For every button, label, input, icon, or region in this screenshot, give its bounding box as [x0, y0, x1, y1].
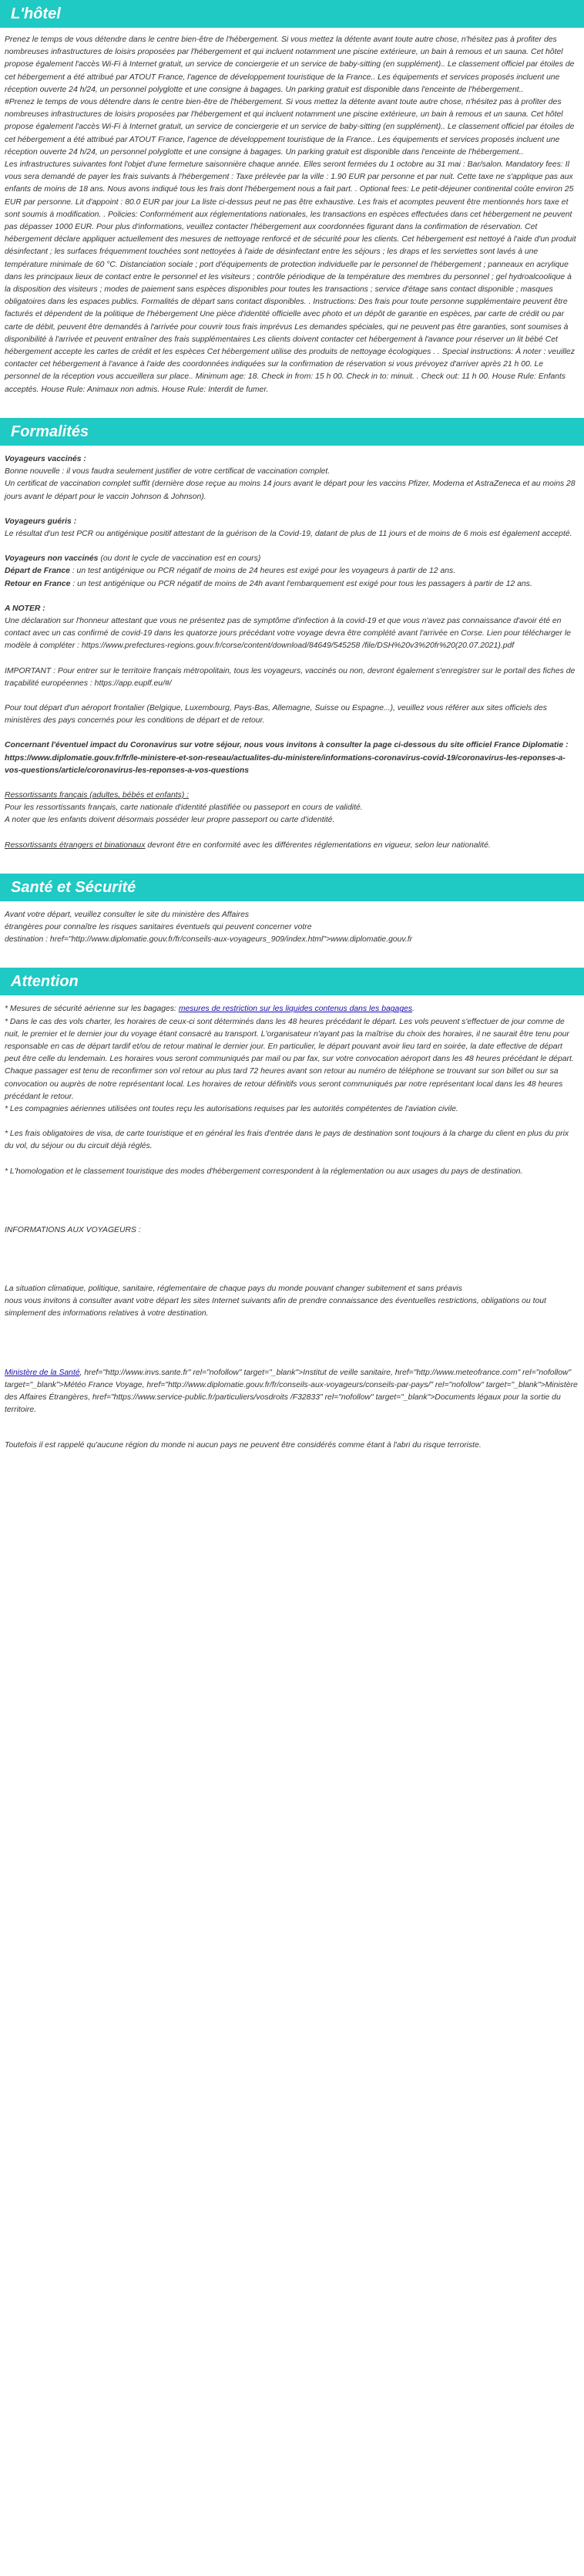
vaccinated-text-1: Bonne nouvelle : il vous faudra seulement justifier de votre certificat de vaccination complet.: [5, 467, 331, 476]
attention-content: [0, 1000, 584, 1460]
useful-links-line: [5, 1367, 579, 1417]
hotel-title: L'hôtel: [0, 0, 584, 28]
return-line: [5, 578, 579, 591]
foreign-nationals-text: devront être en conformité avec les différentes réglementations en vigueur, selon leur nationalité.: [145, 840, 491, 850]
attention-title: Attention: [0, 968, 584, 995]
traveler-info-heading: INFORMATIONS AUX VOYAGEURS :: [5, 1225, 141, 1234]
sante-line-2: étrangères pour connaître les risques sanitaires éventuels qui peuvent concerner votre: [5, 922, 312, 931]
foreign-nationals-heading: Ressortissants étrangers et binationaux: [5, 840, 146, 850]
note-heading: A NOTER :: [5, 604, 45, 613]
important-text: IMPORTANT : Pour entrer sur le territoire français métropolitain, tous les voyageurs, vaccinés ou non, devront également s'enregistrer sur le portail des fiches de traçabilité européennes : https://app.euplf.eu/#/: [5, 666, 576, 688]
hotel-content: [0, 32, 584, 404]
vaccinated-heading: Voyageurs vaccinés :: [5, 454, 86, 463]
departure-label: Départ de France: [5, 567, 70, 576]
sante-content: [0, 906, 584, 955]
hotel-section: [0, 0, 584, 404]
departure-line: [5, 565, 579, 577]
baggage-security-suffix: .: [412, 1005, 415, 1014]
unvaccinated-heading: Voyageurs non vaccinés: [5, 554, 99, 564]
useful-links-text: , href="http://www.invs.sante.fr" rel="nofollow" target="_blank">Institut de veille sanitaire, href="http://www.meteofrance.com" rel="nofollow" target="_blank">Météo France Voyage, href="http://www.diplomatie.gouv.fr/fr/conseils-aux-voyageurs/conseils-par-pays/" rel="nofollow" target="_blank">Ministère des Affaires Étrangères, href="https://www.service-public.fr/particuliers/vosdroits /F32833" rel="nofollow" target="_blank">Documents légaux pour la sortie du territoire.: [5, 1368, 578, 1415]
baggage-security-prefix: * Mesures de sécurité aérienne sur les bagages:: [5, 1005, 179, 1014]
airlines-text: * Les compagnies aériennes utilisées ont toutes reçu les autorisations requises par les autorités compétentes de l'aviation civile.: [5, 1105, 458, 1113]
situation-text-1: La situation climatique, politique, sanitaire, réglementaire de chaque pays du monde pouvant changer subitement et sans préavis: [5, 1285, 462, 1294]
departure-text: : un test antigénique ou PCR négatif de moins de 24 heures est exigé pour les voyageurs à partir de 12 ans.: [69, 567, 456, 576]
recovered-heading: Voyageurs guéris :: [5, 517, 77, 526]
return-label: Retour en France: [5, 579, 71, 588]
french-nationals-text-1: Pour les ressortissants français, carte nationale d'identité plastifiée ou passeport en cours de validité.: [5, 803, 363, 813]
return-text: : un test antigénique ou PCR négatif de moins de 24h avant l'embarquement est exigé pour tous les passagers à partir de 12 ans.: [70, 579, 532, 588]
hotel-description-repeat: #Prenez le temps de vous détendre dans le centre bien-être de l'hébergement. Si vous mettez la détente avant toute autre chose, n'hésitez pas à profiter des nombreuses infrastructures de loisirs proposées par l'hébergement et qui incluent notamment une piscine extérieure, un bain à remous et un sauna. Cet hôtel propose également l'accès Wi-Fi à Internet gratuit, un service de conciergerie et un service de baby-sitting (en supplément).. Le classement officiel par étoiles de cet hébergement a été attribué par ATOUT France, l'agence de développement touristique de la France.. Les équipements et services proposés incluent une réception ouverte 24 h/24, un personnel polyglotte et une consigne à bagages. Un parking gratuit est disponible dans l'enceinte de l'hébergement..: [5, 98, 575, 157]
french-nationals-text-2: A noter que les enfants doivent désormais posséder leur propre passeport ou carte d'identité.: [5, 816, 335, 825]
liquids-restriction-link[interactable]: mesures de restriction sur les liquides contenus dans les bagages: [178, 1005, 413, 1014]
sante-title: Santé et Sécurité: [0, 874, 584, 901]
foreign-nationals-line: [5, 840, 579, 852]
recovered-text: Le résultat d'un test PCR ou antigénique positif attestant de la guérison de la Covid-19, datant de plus de 11 jours et de moins de 6 mois est également accepté.: [5, 529, 572, 538]
sante-line-1: Avant votre départ, veuillez consulter le site du ministère des Affaires: [5, 910, 250, 919]
sante-line-3: destination : href="http://www.diplomatie.gouv.fr/fr/conseils-aux-voyageurs_909/index.html">www.diplomatie.gouv.fr: [5, 935, 413, 945]
hotel-description: Prenez le temps de vous détendre dans le centre bien-être de l'hébergement. Si vous mettez la détente avant toute autre chose, n'hésitez pas à profiter des nombreuses infrastructures de loisirs proposées par l'hébergement et qui incluent notamment une piscine extérieure, un bain à remous et un sauna. Cet hôtel propose également l'accès Wi-Fi à Internet gratuit, un service de conciergerie et un service de baby-sitting (en supplément).. Le classement officiel par étoiles de cet hébergement a été attribué par ATOUT France, l'agence de développement touristique de la France.. Les équipements et services proposés incluent une réception ouverte 24 h/24, un personnel polyglotte et une consigne à bagages. Un parking gratuit est disponible dans l'enceinte de l'hébergement..: [5, 35, 575, 94]
attention-section: [0, 968, 584, 1460]
formalites-content: [0, 450, 584, 860]
terrorism-risk-text: Toutefois il est rappelé qu'aucune région du monde ni aucun pays ne peuvent être considérés comme étant à l'abri du risque terroriste.: [5, 1441, 482, 1450]
border-airport-text: Pour tout départ d'un aéroport frontalier (Belgique, Luxembourg, Pays-Bas, Allemagne, Suisse ou Espagne...), veuillez vous référer aux sites officiels des ministères des pays concernés pour les conditions de départ et de retour.: [5, 703, 547, 726]
hotel-policies: Les infrastructures suivantes font l'objet d'une fermeture saisonnière chaque année. Elles seront fermées du 1 octobre au 31 mai : Bar/salon. Mandatory fees: Il vous sera demandé de payer les frais suivants à l'hébergement : Taxe prélevée par la ville : 1.90 EUR par personne et par nuit. Cette taxe ne s'applique pas aux enfants de moins de 18 ans. Nous avons indiqué tous les frais dont l'hébergement nous a fait part. . Optional fees: Le petit-déjeuner continental coûte environ 25 EUR par personne. Lit d'appoint : 80.0 EUR par jour La liste ci-dessus peut ne pas être exhaustive. Les frais et acomptes peuvent être mentionnés hors taxe et sont soumis à modification. . Policies: Conformément aux réglementations nationales, les transactions en espèces effectuées dans cet hébergement ne peuvent pas dépasser 1000 EUR. Pour plus d'informations, veuillez contacter l'hébergement aux coordonnées figurant dans la confirmation de réservation. Cet hébergement déclare appliquer actuellement des mesures de nettoyage renforcé et de sécurité pour les clients. Cet hébergement est nettoyé à l'aide d'un produit désinfectant ; les surfaces fréquemment touchées sont nettoyées à l'aide de désinfectant entre les séjours ; les draps et les serviettes sont lavés à une température minimale de 60 °C. Distanciation sociale ; port d'équipements de protection individuelle par le personnel de l'hébergement ; panneaux en acrylique dans les principaux lieux de contact entre le personnel et les visiteurs ; contrôle périodique de la température des membres du personnel ; gel hydroalcoolique à la disposition des visiteurs ; modes de paiement sans espèces disponibles pour toutes les transactions ; service d'étage sans contact disponible ; masques obligatoires dans les espaces publics. Formalités de départ sans contact disponibles. . Instructions: Des frais pour toute personne supplémentaire peuvent être facturés et dépendent de la politique de l'hébergement Une pièce d'identité officielle avec photo et un dépôt de garantie en espèces, par carte de crédit ou par carte de débit, peuvent être demandés à l'arrivée pour couvrir tous frais imprévus Les demandes spéciales, qui ne peuvent pas être garanties, sont soumises à disponibilité à l'arrivée et peuvent entraîner des frais supplémentaires Les clients doivent contacter cet hébergement à l'avance pour réserver un lit bébé Cet hébergement accepte les cartes de crédit et les espèces Cet hébergement utilise des produits de nettoyage écologiques . . Special instructions: À noter : veuillez contacter cet hébergement à l'avance à l'aide des coordonnées indiquées sur la confirmation de réservation si vous prévoyez d'arriver après 21 h 00. Le personnel de la réception vous accueillera sur place.. Minimum age: 18. Check in from: 15 h 00. Check in to: minuit. . Check out: 11 h 00. House Rule: Enfants acceptés. House Rule: Animaux non admis. House Rule: Interdit de fumer.: [5, 160, 576, 394]
health-ministry-link[interactable]: Ministère de la Santé: [5, 1368, 80, 1377]
note-text: Une déclaration sur l'honneur attestant que vous ne présentez pas de symptôme d'infection à la covid-19 et que vous n'avez pas connaissance d'avoir été en contact avec un cas confirmé de covid-19 dans les quatorze jours précédant votre voyage devra être complété avant l'arrivée en Corse. Lien pour télécharger le modèle à compléter : https://www.prefectures-regions.gouv.fr/corse/content/download/84649/545258 /file/DSH%20v3%20fr%20(20.07.2021).pdf: [5, 616, 571, 651]
baggage-security-line: [5, 1003, 579, 1015]
formalites-section: [0, 418, 584, 860]
homologation-text: * L'homologation et le classement touristique des modes d'hébergement correspondent à la réglementation ou aux usages du pays de destination.: [5, 1167, 523, 1176]
vaccinated-text-2: Un certificat de vaccination complet suffit (dernière dose reçue au moins 14 jours avant le départ pour les vaccins Pfizer, Moderna et AstraZeneca et au moins 28 jours avant le départ pour le vaccin Johnson & Johnson).: [5, 480, 576, 501]
diplomatie-url: https://www.diplomatie.gouv.fr/fr/le-ministere-et-son-reseau/actualites-du-ministere/informations-coronavirus-covid-19/coronavirus-les-reponses-a-vos-questions/article/coronavirus-les-reponses-a-vos-questions: [5, 753, 566, 775]
visa-fees-text: * Les frais obligatoires de visa, de carte touristique et en général les frais d'entrée dans le pays de destination sont toujours à la charge du client en plus du prix du vol, du séjour ou du circuit déjà réglés.: [5, 1130, 569, 1151]
formalites-title: Formalités: [0, 418, 584, 446]
charter-flights-text: * Dans le cas des vols charter, les horaires de ceux-ci sont déterminés dans les 48 heures précédant le départ. Les vols peuvent s'effectuer de jour comme de nuit, le premier et le dernier jour du voyage étant consacré au transport. L'organisateur n'ayant pas la maîtrise du choix des horaires, il ne saurait être tenu pour responsable en cas de départ tardif et/ou de retour matinal le dernier jour. En particulier, le départ pouvant avoir lieu tard en soirée, la date effective de départ peut être celle du lendemain. Les horaires vous seront communiqués par mail ou par fax, sur votre convocation aéroport dans les 48 heures précédant le départ. Chaque passager est tenu de reconfirmer son vol retour au plus tard 72 heures avant son retour au numéro de téléphone se trouvant sur son billet ou sur sa convocation ou auprès de notre représentant local. Les horaires de retour définitifs vous seront communiqués par notre représentant local dans les 48 heures précédant le retour.: [5, 1017, 574, 1101]
coronavirus-impact-text: Concernant l'éventuel impact du Coronavirus sur votre séjour, nous vous invitons à consulter la page ci-dessous du site officiel France Diplomatie :: [5, 741, 569, 750]
unvaccinated-line: [5, 553, 579, 565]
french-nationals-heading: Ressortissants français (adultes, bébés et enfants) :: [5, 790, 190, 800]
sante-section: [0, 874, 584, 955]
unvaccinated-note: (ou dont le cycle de vaccination est en cours): [98, 554, 261, 564]
situation-text-2: nous vous invitons à consulter avant votre départ les sites Internet suivants afin de prendre connaissance des éventuelles restrictions, obligations ou tout simplement des informations relatives à votre destination.: [5, 1297, 546, 1318]
